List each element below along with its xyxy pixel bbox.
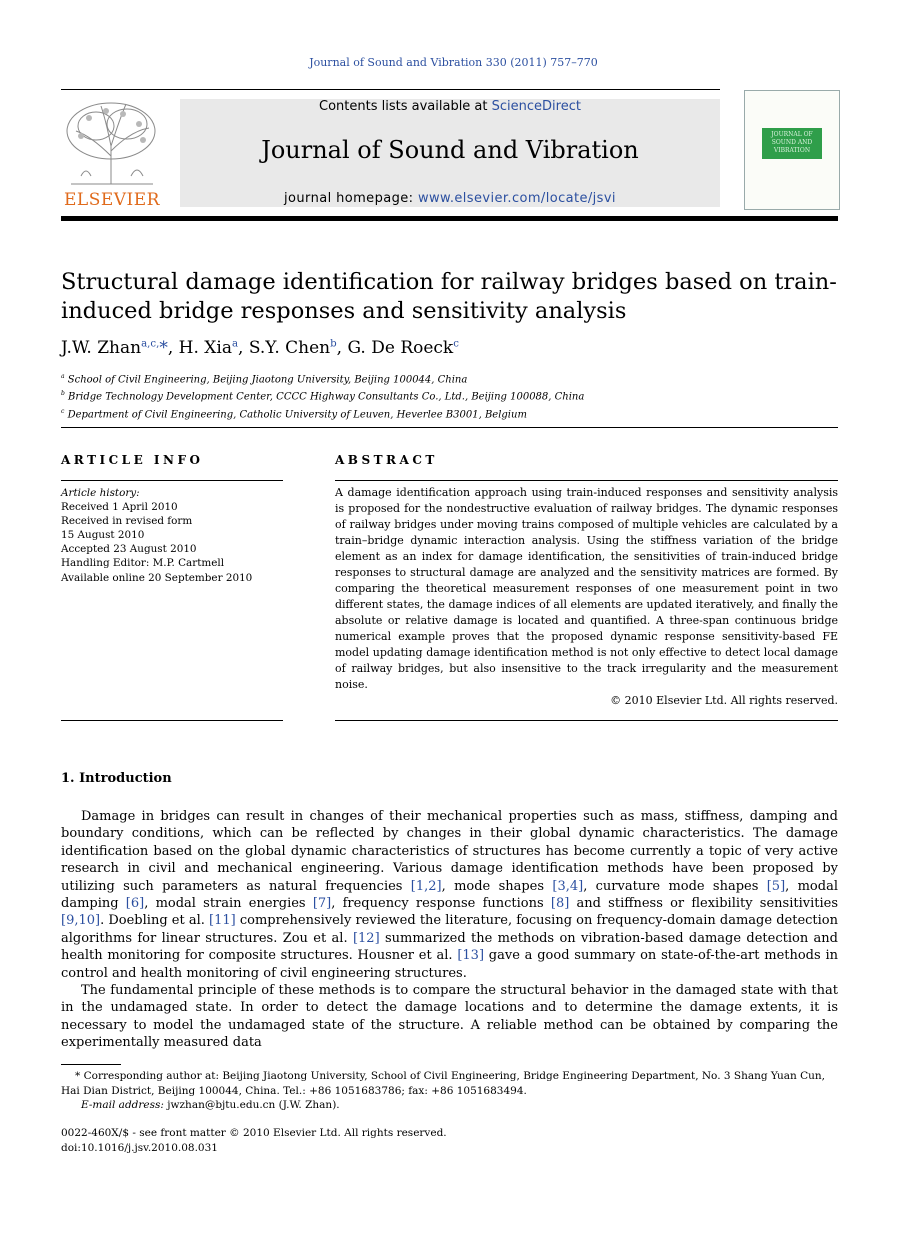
affiliation-item	[61, 405, 838, 422]
journal-homepage	[180, 191, 720, 206]
paragraph-text: , modal strain energies	[144, 896, 313, 912]
header-top-rule	[61, 89, 720, 90]
abstract-body	[335, 485, 838, 709]
front-matter	[61, 1126, 447, 1155]
citation-reference[interactable]: [5]	[766, 878, 786, 894]
affil-text: School of Civil Engineering, Beijing Jiaotong University, Beijing 100044, China	[67, 374, 468, 386]
introduction-body	[61, 808, 838, 1052]
contents-prefix: Contents lists available at	[319, 99, 492, 114]
author-list: J.W. Zhan$^{a,c,}$*, H. Xia$^a$, S.Y. Chen$^b$, G. De Roeck$^c$	[61, 338, 459, 358]
cover-title: JOURNAL OF SOUND AND VIBRATION	[762, 128, 822, 159]
homepage-link[interactable]: www.elsevier.com/locate/jsvi	[417, 191, 616, 206]
corresponding-footnote: * Corresponding author at: Beijing Jiaotong University, School of Civil Engineering, Bridge Engineering Department, No. 3 Shang Yuan Cun, Hai Dian District, Beijing 100044, China. Tel.: +86 1051683786; fax: +86 1051683494.	[61, 1070, 825, 1097]
affil-mark: b	[61, 390, 65, 398]
abstract-rule	[335, 480, 838, 481]
author-affil-mark[interactable]: c	[453, 338, 459, 350]
author-affil-mark[interactable]: b	[330, 338, 337, 350]
email-label: E-mail address:	[81, 1099, 164, 1111]
author-name[interactable]: J.W. Zhan	[61, 338, 142, 358]
citation-reference[interactable]: [9,10]	[61, 913, 101, 929]
corresponding-mark[interactable]: *	[159, 338, 168, 358]
author-name[interactable]: S.Y. Chen	[248, 338, 331, 358]
abstract-text: A damage identification approach using train-induced responses and sensitivity analysis is proposed for the nondestructive evaluation of railway bridges. The dynamic responses of railway bridges under moving trains composed of multiple vehicles are calculated by a train–bridge dynamic interaction analysis. Using the stiffness variation of the bridge element as an index for damage identification, the sensitivities of train-induced bridge responses to structural damage are analyzed and the sensitivity matrices are formed. By comparing the theoretical measurement responses of one measurement point in two different states, the damage indices of all elements are updated iteratively, and finally the absolute or relative damage is located and quantified. A three-span continuous bridge numerical example proves that the proposed dynamic response sensitivity-based FE model updating damage identification method is not only effective to detect local damage of railway bridges, but also insensitive to the track irregularity and the measurement noise.	[335, 486, 838, 691]
contents-line	[180, 99, 720, 114]
homepage-prefix: journal homepage:	[284, 191, 418, 206]
email-address[interactable]: jwzhan@bjtu.edu.cn (J.W. Zhan).	[163, 1099, 340, 1111]
article-title: Structural damage identification for railway bridges based on train-induced bridge responses and sensitivity analysis	[61, 269, 837, 324]
author-name[interactable]: H. Xia	[178, 338, 232, 358]
citation-reference[interactable]: [7]	[312, 896, 332, 912]
author-affil-mark[interactable]: a,c,	[141, 338, 160, 350]
email-footnote	[61, 1098, 838, 1113]
history-item: Handling Editor: M.P. Cartmell	[61, 557, 225, 570]
paragraph-text: , curvature mode shapes	[583, 878, 767, 894]
citation-reference[interactable]: [12]	[352, 930, 380, 946]
citation-reference[interactable]: [3,4]	[552, 878, 584, 894]
elsevier-logo	[61, 96, 163, 210]
affil-mark: c	[61, 407, 65, 415]
publisher-wordmark: ELSEVIER	[64, 190, 160, 210]
abstract-bottom-rule	[335, 720, 838, 721]
history-label: Article history:	[61, 487, 140, 499]
citation-reference[interactable]: [11]	[209, 913, 236, 929]
history-item: 15 August 2010	[61, 529, 145, 542]
abstract-heading: ABSTRACT	[335, 453, 438, 467]
paragraph-text: and stiffness or flexibility sensitivities	[569, 896, 838, 912]
article-history	[61, 486, 283, 585]
citation-reference[interactable]: [13]	[457, 948, 485, 964]
paragraph-text: , modal damping	[61, 878, 838, 912]
history-item: Accepted 23 August 2010	[61, 543, 197, 556]
affiliation-item	[61, 370, 838, 387]
header-thick-rule	[61, 216, 838, 221]
paragraph-text: gave a good summary on state-of-the-art methods in control and health monitoring of civil engineering structures.	[61, 948, 838, 981]
paragraph-text: , mode shapes	[441, 878, 553, 894]
footnote-rule	[61, 1064, 121, 1065]
journal-cover-thumbnail[interactable]	[744, 90, 840, 210]
affil-text: Bridge Technology Development Center, CCCC Highway Consultants Co., Ltd., Beijing 100088, China	[68, 391, 585, 403]
affil-mark: a	[61, 373, 65, 380]
journal-citation[interactable]: Journal of Sound and Vibration 330 (2011) 757–770	[309, 56, 598, 69]
affiliations	[61, 370, 838, 422]
citation-reference[interactable]: [1,2]	[410, 878, 442, 894]
affil-text: Department of Civil Engineering, Catholic University of Leuven, Heverlee B3001, Belgium	[67, 408, 527, 420]
doi-line[interactable]: doi:10.1016/j.jsv.2010.08.031	[61, 1141, 218, 1154]
section-heading: 1. Introduction	[61, 771, 172, 786]
paragraph-text: comprehensively reviewed the literature, focusing on frequency-domain damage detection algorithms for linear structures. Zou et al.	[61, 913, 838, 946]
citation-reference[interactable]: [6]	[125, 896, 145, 912]
history-item: Received 1 April 2010	[61, 501, 178, 514]
affiliation-item	[61, 387, 838, 404]
intro-paragraph-2: The fundamental principle of these methods is to compare the structural behavior in the damaged state with that in the undamaged state. In order to detect the damage locations and to determine the damage extents, it is necessary to model the undamaged state of the structure. A reliable method can be obtained by comparing the experimentally measured data	[61, 983, 838, 1051]
footnotes	[61, 1069, 838, 1113]
article-info-heading: ARTICLE INFO	[61, 453, 204, 467]
article-info-bottom-rule	[61, 720, 283, 721]
abstract-copyright: © 2010 Elsevier Ltd. All rights reserved.	[610, 694, 838, 707]
paragraph-text: , frequency response functions	[331, 896, 551, 912]
sciencedirect-link[interactable]: ScienceDirect	[491, 99, 581, 114]
history-item: Received in revised form	[61, 515, 193, 528]
paragraph-text: summarized the methods on vibration-based damage detection and health monitoring for composite structures. Housner et al.	[61, 930, 838, 964]
paragraph-text: Damage in bridges can result in changes of their mechanical properties such as mass, stiffness, damping and boundary conditions, which can be reflected by changes in their global dynamic characteristics. The damage identification based on the global dynamic characteristics of structures has become currently a topic of very active research in civil and mechanical engineering. Various damage identification methods have been proposed by utilizing such parameters as natural frequencies	[61, 809, 838, 894]
intro-paragraph-1	[61, 808, 838, 982]
section-rule	[61, 427, 838, 428]
author-name[interactable]: G. De Roeck	[347, 338, 454, 358]
citation-reference[interactable]: [8]	[550, 896, 570, 912]
article-info-rule	[61, 480, 283, 481]
paragraph-text: . Doebling et al.	[100, 913, 210, 929]
issn-line: 0022-460X/$ - see front matter © 2010 Elsevier Ltd. All rights reserved.	[61, 1127, 447, 1139]
author-affil-mark[interactable]: a	[231, 338, 239, 350]
history-item: Available online 20 September 2010	[61, 571, 253, 584]
journal-title: Journal of Sound and Vibration	[261, 136, 639, 164]
